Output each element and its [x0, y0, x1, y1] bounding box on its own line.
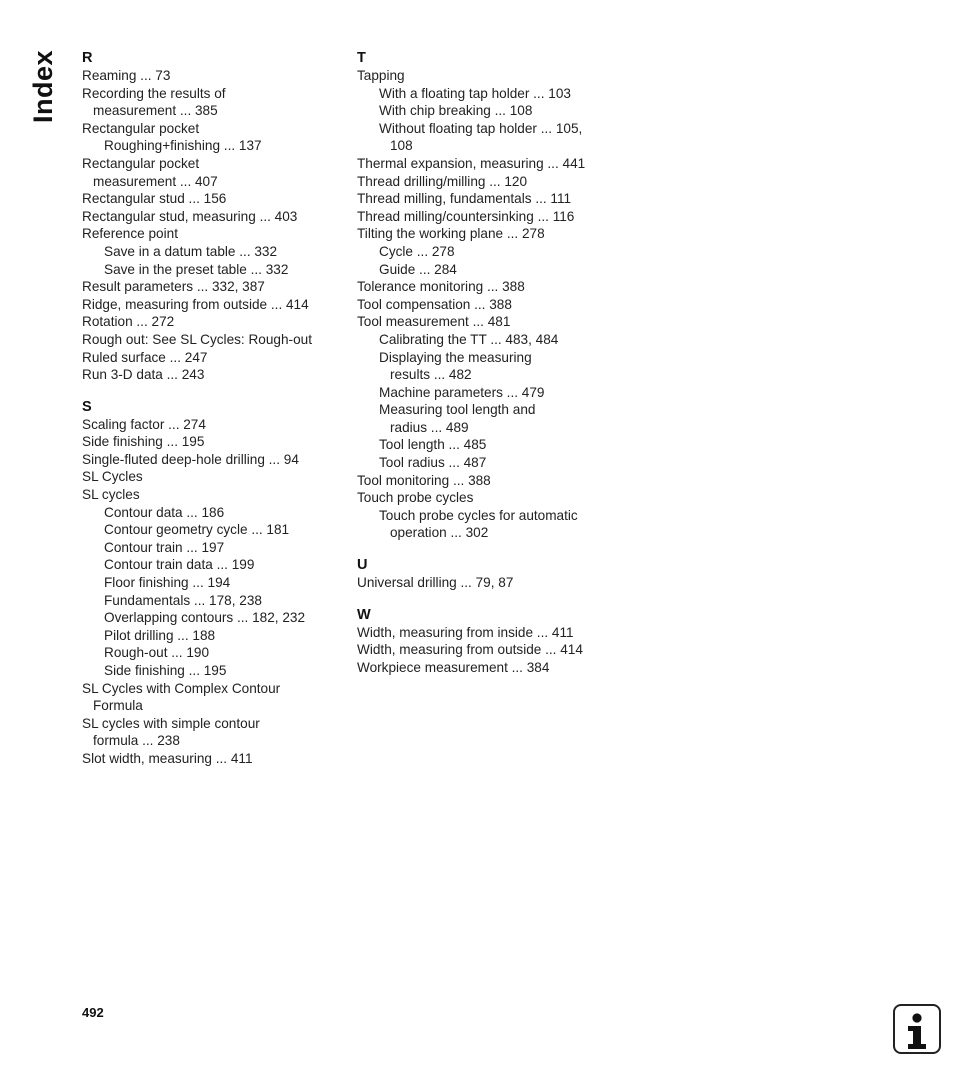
index-entry: [82, 296, 332, 314]
index-subentry: [82, 504, 332, 522]
entry-text: Side finishing ... 195: [82, 434, 205, 450]
entry-text: Single-fluted deep-hole drilling ... 94: [82, 451, 299, 467]
index-entry: [357, 624, 607, 642]
index-entry: [82, 331, 332, 349]
index-entry: [82, 208, 332, 226]
entry-text: Reaming ... 73: [82, 68, 171, 83]
index-subentry: [357, 85, 607, 103]
index-subentry: [82, 592, 332, 610]
section-letter: T: [357, 50, 366, 66]
index-entry: [357, 313, 607, 331]
section-letter: R: [82, 50, 93, 66]
index-title-text: Index: [28, 49, 59, 123]
entry-text: Displaying the measuring: [379, 349, 532, 365]
entry-text: Tapping: [357, 68, 405, 83]
entry-text: With a floating tap holder ... 103: [379, 85, 571, 101]
index-subentry: [82, 261, 332, 279]
entry-text-continuation: 108: [390, 138, 413, 154]
index-entry: [82, 225, 332, 243]
index-entry: [357, 225, 607, 243]
index-entry: [82, 486, 332, 504]
entry-text: Touch probe cycles: [357, 490, 474, 506]
entry-text-continuation: operation ... 302: [390, 525, 489, 541]
index-subentry: [357, 401, 607, 436]
index-section: [357, 606, 607, 677]
entry-text: Guide ... 284: [379, 261, 457, 277]
index-entry: [82, 366, 332, 384]
entry-text: SL cycles with simple contour: [82, 715, 260, 731]
entry-text: Scaling factor ... 274: [82, 416, 206, 432]
index-subentry: [357, 331, 607, 349]
entry-text: SL Cycles: [82, 469, 143, 485]
index-subentry: [357, 102, 607, 120]
index-entry: [82, 750, 332, 768]
entry-text: Ridge, measuring from outside ... 414: [82, 296, 309, 312]
entry-text: Thermal expansion, measuring ... 441: [357, 155, 586, 171]
index-subentry: [357, 349, 607, 384]
section-letter: W: [357, 606, 371, 623]
entry-text: Tolerance monitoring ... 388: [357, 279, 525, 295]
entry-text: Width, measuring from outside ... 414: [357, 642, 583, 658]
index-entry: [357, 641, 607, 659]
entry-text: Contour train ... 197: [104, 539, 225, 555]
section-letter: U: [357, 557, 368, 574]
entry-text: Without floating tap holder ... 105,: [379, 120, 583, 136]
section-letter: S: [82, 398, 92, 415]
index-entry: [357, 67, 607, 85]
entry-text-continuation: Formula: [93, 698, 143, 714]
index-subentry: [357, 454, 607, 472]
entry-text: Calibrating the TT ... 483, 484: [379, 331, 559, 347]
entry-text-continuation: measurement ... 407: [93, 173, 218, 189]
entry-text: Tool radius ... 487: [379, 455, 487, 471]
entry-text: Rough out: See SL Cycles: Rough-out: [82, 331, 312, 347]
entry-text: Rectangular stud, measuring ... 403: [82, 208, 298, 224]
index-entry: [357, 190, 607, 208]
entry-text: Touch probe cycles for automatic: [379, 507, 578, 523]
index-subentry: [82, 609, 332, 627]
entry-text: Universal drilling ... 79, 87: [357, 575, 514, 591]
entry-text: Pilot drilling ... 188: [104, 627, 216, 643]
index-column-right: [357, 49, 607, 690]
index-entry: [82, 680, 332, 715]
index-entry: [82, 85, 332, 120]
index-subentry: [82, 243, 332, 261]
index-subentry: [357, 436, 607, 454]
entry-text: Rough-out ... 190: [104, 645, 210, 661]
entry-text: Width, measuring from inside ... 411: [357, 624, 574, 640]
index-subentry: [82, 539, 332, 557]
page-number: 492: [82, 1005, 104, 1020]
index-entry: [357, 472, 607, 490]
index-subentry: [357, 384, 607, 402]
index-entry: [82, 416, 332, 434]
index-subentry: [357, 120, 607, 155]
index-entry: [357, 296, 607, 314]
index-entry: [357, 208, 607, 226]
entry-text-continuation: radius ... 489: [390, 419, 469, 435]
index-entry: [82, 349, 332, 367]
entry-text: Contour data ... 186: [104, 504, 225, 520]
index-entry: [357, 155, 607, 173]
index-entry: [357, 173, 607, 191]
index-subentry: [82, 556, 332, 574]
entry-text: Tool length ... 485: [379, 437, 487, 453]
index-entry: [82, 120, 332, 138]
index-section: [357, 49, 607, 542]
index-entry: [82, 433, 332, 451]
index-section: [357, 556, 607, 592]
index-entry: [357, 278, 607, 296]
entry-text: Reference point: [82, 226, 178, 242]
index-entry: [82, 278, 332, 296]
entry-text: Rectangular pocket: [82, 120, 200, 136]
entry-text: Machine parameters ... 479: [379, 384, 545, 400]
entry-text: Tool monitoring ... 388: [357, 472, 491, 488]
index-subentry: [82, 574, 332, 592]
index-subentry: [357, 243, 607, 261]
entry-text: Recording the results of: [82, 85, 226, 101]
index-entry: [82, 190, 332, 208]
info-icon: [893, 1004, 941, 1054]
index-section: [82, 49, 332, 384]
index-subentry: [82, 644, 332, 662]
entry-text: Contour geometry cycle ... 181: [104, 522, 290, 538]
entry-text-continuation: measurement ... 385: [93, 103, 218, 119]
index-subentry: [357, 261, 607, 279]
index-entry: [82, 313, 332, 331]
entry-text: Tool compensation ... 388: [357, 296, 512, 312]
entry-text: Save in the preset table ... 332: [104, 261, 289, 277]
entry-text: Measuring tool length and: [379, 402, 536, 418]
index-subentry: [82, 662, 332, 680]
entry-text: Thread milling, fundamentals ... 111: [357, 191, 572, 207]
entry-text: SL Cycles with Complex Contour: [82, 680, 281, 696]
entry-text: Tilting the working plane ... 278: [357, 226, 545, 242]
index-entry: [82, 451, 332, 469]
index-entry: [82, 155, 332, 190]
entry-text: Overlapping contours ... 182, 232: [104, 610, 306, 626]
entry-text: Cycle ... 278: [379, 243, 455, 259]
entry-text: Rotation ... 272: [82, 314, 175, 330]
entry-text: Slot width, measuring ... 411: [82, 750, 253, 766]
entry-text: Side finishing ... 195: [104, 663, 227, 678]
entry-text: Run 3-D data ... 243: [82, 367, 205, 383]
index-entry: [357, 659, 607, 677]
index-entry: [82, 715, 332, 750]
entry-text: Result parameters ... 332, 387: [82, 279, 265, 295]
entry-text: Ruled surface ... 247: [82, 349, 208, 365]
entry-text: Thread drilling/milling ... 120: [357, 173, 528, 189]
index-subentry: [82, 521, 332, 539]
entry-text: With chip breaking ... 108: [379, 103, 533, 119]
entry-text-continuation: formula ... 238: [93, 733, 180, 749]
index-subentry: [357, 507, 607, 542]
index-entry: [357, 574, 607, 592]
entry-text: Thread milling/countersinking ... 116: [357, 208, 575, 224]
entry-text: Floor finishing ... 194: [104, 575, 231, 591]
entry-text: Roughing+finishing ... 137: [104, 138, 262, 154]
index-column-left: [82, 49, 332, 782]
index-entry: [82, 468, 332, 486]
entry-text: Contour train data ... 199: [104, 557, 255, 573]
entry-text: Fundamentals ... 178, 238: [104, 592, 262, 608]
index-subentry: [82, 627, 332, 645]
entry-text-continuation: results ... 482: [390, 367, 472, 383]
entry-text: Tool measurement ... 481: [357, 314, 511, 330]
entry-text: Workpiece measurement ... 384: [357, 659, 550, 675]
entry-text: SL cycles: [82, 487, 140, 503]
index-entry: [357, 489, 607, 507]
index-section: [82, 398, 332, 768]
entry-text: Save in a datum table ... 332: [104, 243, 278, 259]
entry-text: Rectangular stud ... 156: [82, 191, 227, 207]
index-entry: [82, 67, 332, 85]
index-subentry: [82, 137, 332, 155]
index-title: [28, 50, 60, 122]
entry-text: Rectangular pocket: [82, 155, 200, 171]
